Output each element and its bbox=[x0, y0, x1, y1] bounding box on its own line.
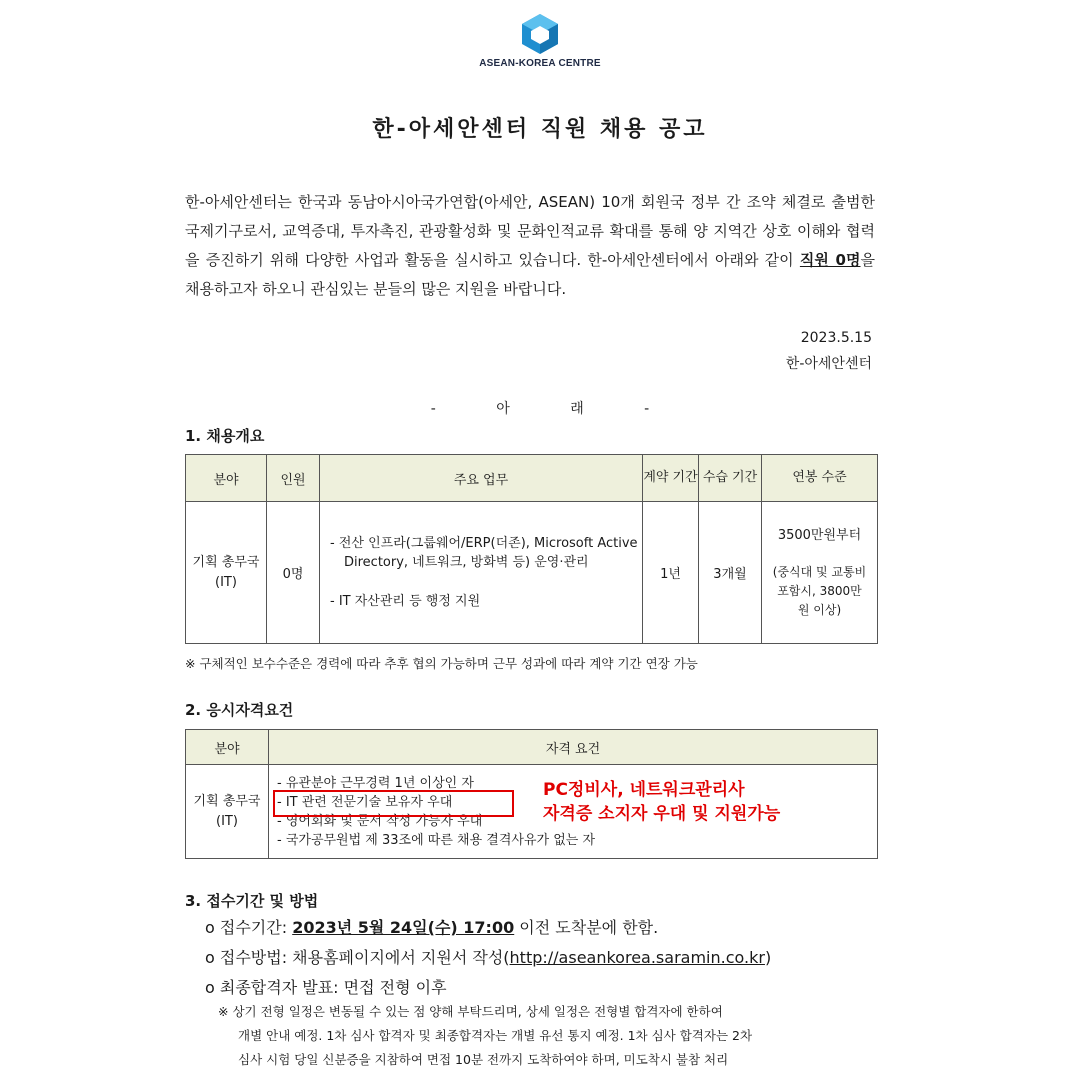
recruitment-overview-table bbox=[185, 454, 878, 644]
header-field: 분야 bbox=[186, 455, 267, 502]
application-deadline: 2023년 5월 24일(수) 17:00 bbox=[292, 918, 515, 937]
section-2-heading: 2. 응시자격요건 bbox=[185, 701, 294, 719]
intro-highlight: 직원 0명 bbox=[799, 251, 861, 269]
caveat-line: ※ 상기 전형 일정은 변동될 수 있는 점 양해 부탁드리며, 상세 일정은 전형별 합격자에 한하여 bbox=[218, 1004, 723, 1019]
cell-probation: 3개월 bbox=[699, 502, 762, 644]
cell-duties bbox=[320, 502, 643, 644]
salary-note: (중식대 및 교통비 포함시, 3800만원 이상) bbox=[772, 564, 867, 617]
cell-count: 0명 bbox=[267, 502, 320, 644]
header-contract: 계약 기간 bbox=[643, 455, 699, 502]
intro-text-2: 을 채용하고자 하오니 관심있는 분들의 많은 지원을 바랍니다. bbox=[185, 251, 875, 298]
application-period: o 접수기간: 2023년 5월 24일(수) 17:00 이전 도착분에 한함. bbox=[205, 918, 659, 937]
highlight-box bbox=[273, 790, 514, 817]
annotation-line: PC정비사, 네트워크관리사 bbox=[543, 780, 745, 800]
salary-value: 3500만원부터 bbox=[777, 527, 862, 543]
table-row bbox=[186, 502, 878, 644]
issuer-name: 한-아세안센터 bbox=[785, 356, 872, 372]
header-count: 인원 bbox=[267, 455, 320, 502]
intro-text-1: 한-아세안센터는 한국과 동남아시아국가연합(아세안, ASEAN) 10개 회원국 정부 간 조약 체결로 출범한 국제기구로서, 교역증대, 투자촉진, 관광활성화 및 문화인적교류 확대를 통해 양 지역간 상호 이해와 협력을 증진하기 위해 다양한 사업과 활동을 실시하고 있습니다. 한-아세안센터에서 아래와 같이 bbox=[185, 193, 875, 269]
schedule-caveat bbox=[218, 1000, 878, 1072]
recruitment-site-link[interactable]: http://aseankorea.saramin.co.kr bbox=[509, 948, 765, 967]
asean-korea-centre-logo-icon bbox=[518, 12, 562, 56]
requirement-item: - 국가공무원법 제 33조에 따른 채용 결격사유가 없는 자 bbox=[277, 832, 596, 848]
table-header-row bbox=[186, 455, 878, 502]
salary-note-footnote: ※ 구체적인 보수수준은 경력에 따라 추후 협의 가능하며 근무 성과에 따라 계약 기간 연장 가능 bbox=[185, 656, 698, 671]
final-announcement: o 최종합격자 발표: 면접 전형 이후 bbox=[205, 978, 447, 997]
table-header-row bbox=[186, 730, 878, 765]
cell-field: 기획 총무국 (IT) bbox=[186, 502, 267, 644]
cell-contract: 1년 bbox=[643, 502, 699, 644]
caveat-line: 심사 시험 당일 신분증을 지참하여 면접 10분 전까지 도착하여야 하며, 미도착시 불참 처리 bbox=[238, 1052, 729, 1067]
header-requirements: 자격 요건 bbox=[269, 730, 878, 765]
section-divider-label: - 아 래 - bbox=[430, 401, 678, 417]
organization-logo bbox=[0, 12, 1080, 69]
duty-item: - 전산 인프라(그룹웨어/ERP(더존), Microsoft Active bbox=[330, 536, 638, 551]
header-duties: 주요 업무 bbox=[320, 455, 643, 502]
issue-date: 2023.5.15 bbox=[800, 330, 872, 346]
header-field: 분야 bbox=[186, 730, 269, 765]
caveat-line: 개별 안내 예정. 1차 심사 합격자 및 최종합격자는 개별 유선 통지 예정. 1차 심사 합격자는 2차 bbox=[238, 1028, 753, 1043]
intro-paragraph bbox=[185, 188, 875, 304]
logo-text: ASEAN-KOREA CENTRE bbox=[479, 58, 601, 69]
section-3-heading: 3. 접수기간 및 방법 bbox=[185, 892, 319, 910]
section-1-heading: 1. 채용개요 bbox=[185, 427, 265, 445]
annotation-line: 자격증 소지자 우대 및 지원가능 bbox=[543, 804, 781, 824]
cell-field: 기획 총무국 (IT) bbox=[186, 765, 269, 859]
issue-block bbox=[786, 325, 872, 377]
requirement-item: - IT 관련 전문기술 보유자 우대 bbox=[277, 794, 453, 810]
application-method: o 접수방법: 채용홈페이지에서 지원서 작성(http://aseankorea.saramin.co.kr) bbox=[205, 948, 772, 967]
requirement-item: - 영어회화 및 문서 작성 가능자 우대 bbox=[277, 813, 483, 829]
cell-salary bbox=[762, 502, 878, 644]
header-probation: 수습 기간 bbox=[699, 455, 762, 502]
application-details bbox=[205, 913, 771, 1003]
requirement-item: - 유관분야 근무경력 1년 이상인 자 bbox=[277, 775, 474, 791]
certification-annotation bbox=[543, 778, 780, 826]
duty-item: - IT 자산관리 등 행정 지원 bbox=[330, 594, 481, 609]
page-title: 한-아세안센터 직원 채용 공고 bbox=[372, 117, 708, 142]
header-salary: 연봉 수준 bbox=[762, 455, 878, 502]
duty-item-cont: Directory, 네트워크, 방화벽 등) 운영·관리 bbox=[344, 555, 589, 570]
